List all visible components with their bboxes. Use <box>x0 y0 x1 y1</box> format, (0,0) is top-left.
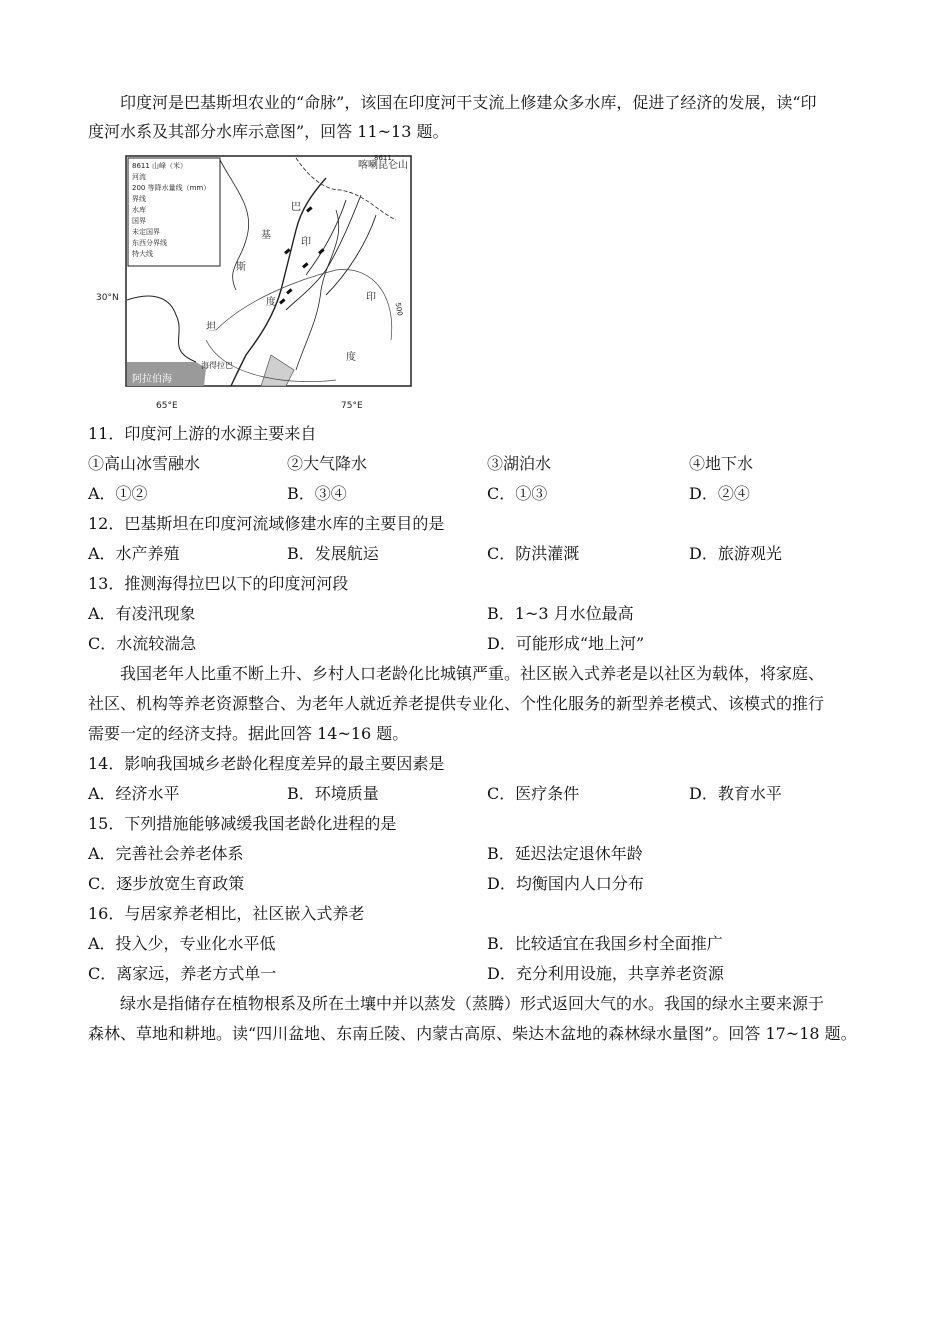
q15-option-d: D．均衡国内人口分布 <box>487 874 644 893</box>
q16-option-b: B．比较适宜在我国乡村全面推广 <box>487 934 723 953</box>
q16-option-d: D．充分利用设施，共享养老资源 <box>487 964 724 983</box>
intro1-line1: 印度河是巴基斯坦农业的“命脉”，该国在印度河干支流上修建众多水库，促进了经济的发展，读“印 <box>120 93 817 112</box>
q13-option-c: C．水流较湍急 <box>88 634 197 653</box>
q13-option-d: D．可能形成“地上河” <box>487 634 645 653</box>
intro2-line2: 社区、机构等养老资源整合、为老年人就近养老提供专业化、个性化服务的新型养老模式、该模式的推行 <box>88 694 825 713</box>
map-range-label: 喀喇昆仑山 <box>358 160 408 171</box>
map-country-char-3: 斯 <box>236 262 246 273</box>
q12-option-c: C．防洪灌溉 <box>487 544 580 563</box>
map-country-char-8: 度 <box>346 352 356 363</box>
legend-item-7: 未定国界 <box>132 228 160 236</box>
intro1-line2: 度河水系及其部分水库示意图”，回答 11~13 题。 <box>88 122 449 141</box>
intro2-line3: 需要一定的经济支持。据此回答 14~16 题。 <box>88 724 409 743</box>
intro3-line1: 绿水是指储存在植物根系及所在土壤中并以蒸发（蒸腾）形式返回大气的水。我国的绿水主要来源于 <box>120 994 825 1013</box>
intro3-line2: 森林、草地和耕地。读“四川盆地、东南丘陵、内蒙古高原、柴达木盆地的森林绿水量图”。回答 17~18 题。 <box>88 1024 857 1043</box>
legend-item-5: 水库 <box>132 206 146 214</box>
q12-option-a: A．水产养殖 <box>88 544 180 563</box>
map-country-char-5: 印 <box>301 237 311 248</box>
legend-item-6: 国界 <box>132 217 146 225</box>
map-lat-label: 30°N <box>96 293 119 303</box>
q14-option-a: A．经济水平 <box>88 784 180 803</box>
legend-item-2: 河流 <box>132 173 146 181</box>
q12-option-b: B．发展航运 <box>287 544 379 563</box>
legend-item-3: 200 等降水量线（mm） <box>132 184 211 192</box>
legend-item-1: 8611 山峰（米） <box>132 162 188 170</box>
q14-option-b: B．环境质量 <box>287 784 379 803</box>
map-lon-right: 75°E <box>341 401 363 411</box>
q11-option-a: A．①② <box>88 484 148 503</box>
q13-stem: 13．推测海得拉巴以下的印度河河段 <box>88 574 349 593</box>
q11-item-1: ①高山冰雪融水 <box>88 454 201 473</box>
map-country-char-2: 基 <box>261 230 271 241</box>
q11-item-4: ④地下水 <box>689 454 754 473</box>
q11-item-3: ③湖泊水 <box>487 454 552 473</box>
q13-option-b: B．1~3 月水位最高 <box>487 604 634 623</box>
q16-option-a: A．投入少，专业化水平低 <box>88 934 276 953</box>
legend-item-4: 界线 <box>132 195 146 203</box>
map-peak-label: 8611 <box>374 154 392 162</box>
map-sea-label: 阿拉伯海 <box>132 374 172 385</box>
map-lon-left: 65°E <box>156 401 178 411</box>
q12-option-d: D．旅游观光 <box>689 544 782 563</box>
q15-option-b: B．延迟法定退休年龄 <box>487 844 643 863</box>
q13-option-a: A．有凌汛现象 <box>88 604 196 623</box>
indus-map <box>96 150 426 412</box>
map-contour-label: 500 <box>393 301 404 317</box>
q16-option-c: C．离家远，养老方式单一 <box>88 964 277 983</box>
q14-option-c: C．医疗条件 <box>487 784 580 803</box>
q14-stem: 14．影响我国城乡老龄化程度差异的最主要因素是 <box>88 754 445 773</box>
q16-stem: 16．与居家养老相比，社区嵌入式养老 <box>88 904 365 923</box>
q12-stem: 12．巴基斯坦在印度河流域修建水库的主要目的是 <box>88 514 445 533</box>
map-city-label: 海得拉巴 <box>201 361 233 370</box>
q11-stem: 11．印度河上游的水源主要来自 <box>88 424 317 443</box>
map-country-char-6: 度 <box>266 297 276 308</box>
map-country-char-4: 坦 <box>206 322 216 333</box>
q15-stem: 15．下列措施能够减缓我国老龄化进程的是 <box>88 814 397 833</box>
legend-item-9: 特大线 <box>132 250 153 258</box>
legend-item-8: 东西分界线 <box>132 239 167 247</box>
q11-option-b: B．③④ <box>287 484 347 503</box>
intro2-line1: 我国老年人比重不断上升、乡村人口老龄化比城镇严重。社区嵌入式养老是以社区为载体，将家庭、 <box>120 664 825 683</box>
map-country-char-7: 印 <box>366 292 376 303</box>
q14-option-d: D．教育水平 <box>689 784 782 803</box>
q15-option-c: C．逐步放宽生育政策 <box>88 874 245 893</box>
q15-option-a: A．完善社会养老体系 <box>88 844 244 863</box>
map-country-char-1: 巴 <box>291 202 301 213</box>
q11-option-c: C．①③ <box>487 484 548 503</box>
q11-option-d: D．②④ <box>689 484 750 503</box>
q11-item-2: ②大气降水 <box>287 454 368 473</box>
